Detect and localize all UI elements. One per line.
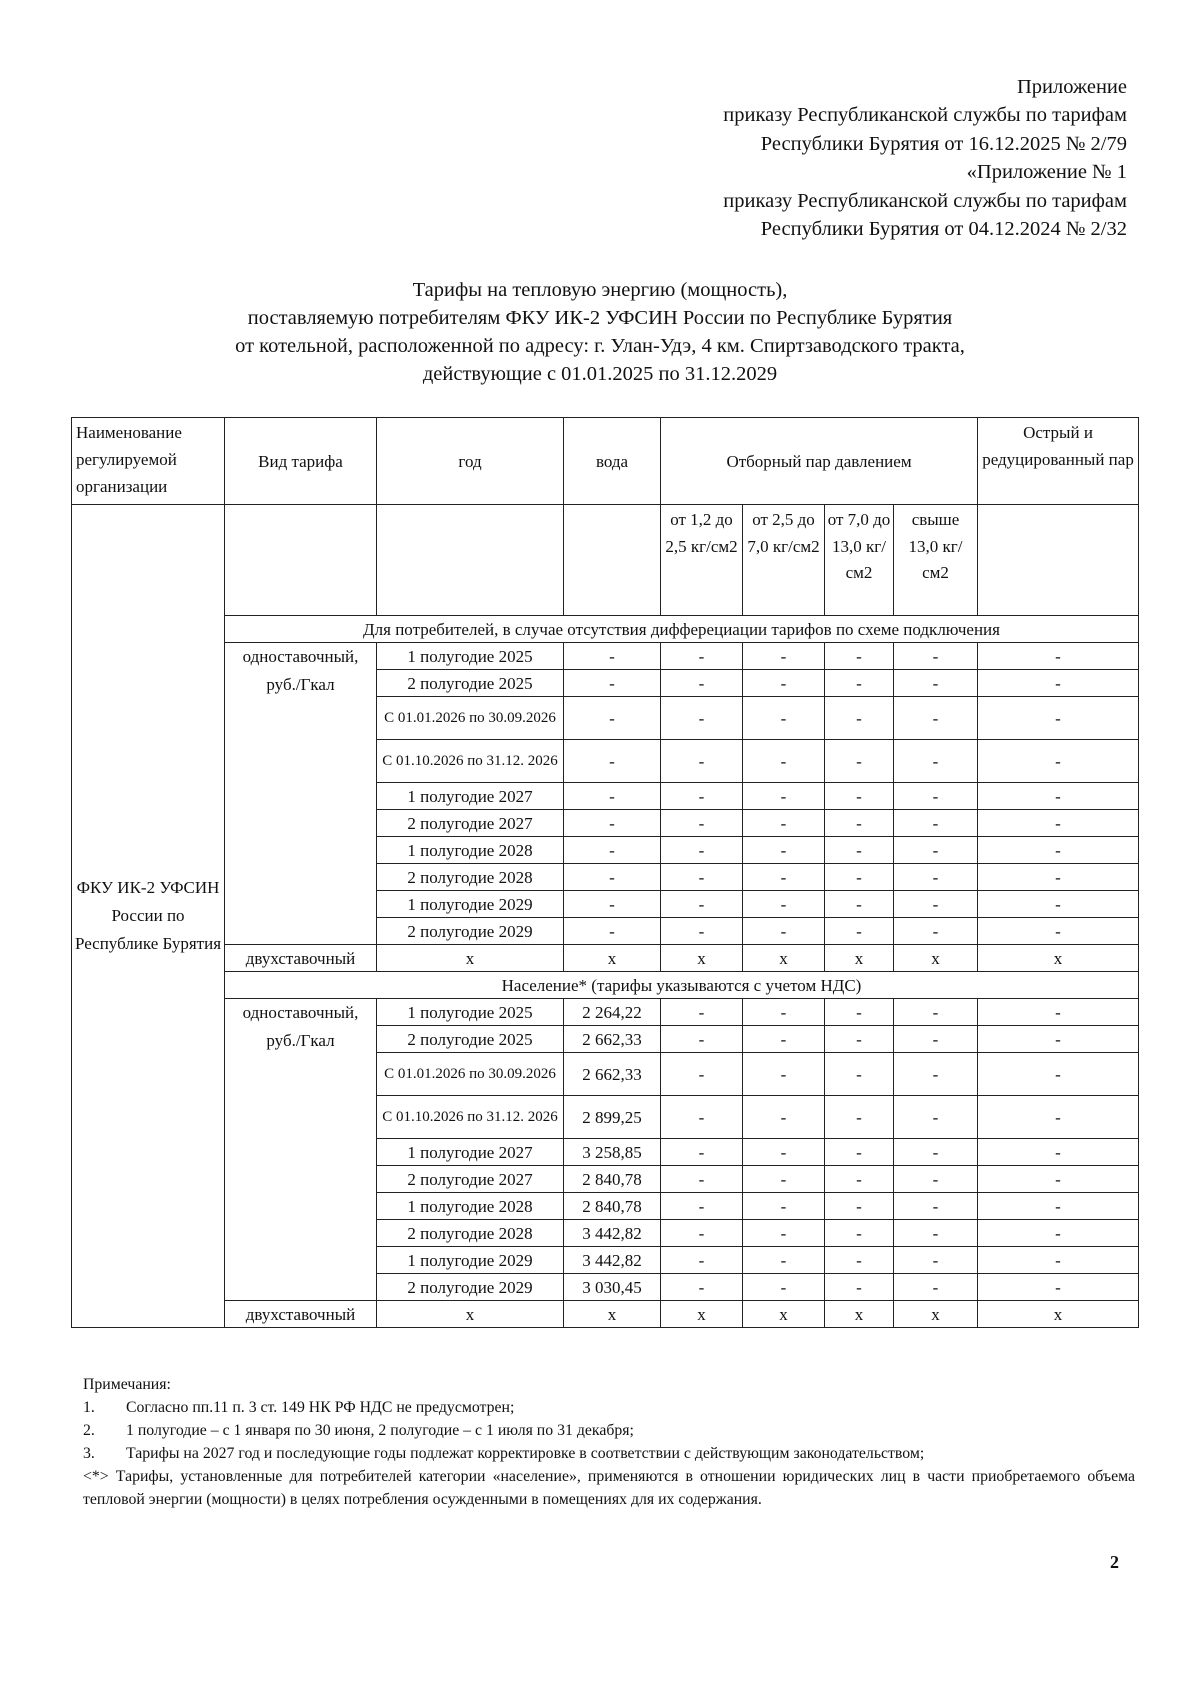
water-value: 2 840,78: [564, 1193, 661, 1220]
note-text: Согласно пп.11 п. 3 ст. 149 НК РФ НДС не предусмотрен;: [126, 1399, 515, 1416]
steam-value: -: [894, 783, 978, 810]
steam-value: -: [661, 837, 743, 864]
steam-value: -: [661, 1220, 743, 1247]
period-cell: 1 полугодие 2029: [377, 1247, 564, 1274]
steam-value: -: [661, 1193, 743, 1220]
steam-value: -: [825, 1139, 894, 1166]
two-rate-row: [72, 1301, 1139, 1328]
steam-value: -: [661, 1274, 743, 1301]
steam-value: -: [743, 1274, 825, 1301]
water-value: -: [564, 670, 661, 697]
steam-value: x: [825, 1301, 894, 1328]
steam-value: -: [894, 643, 978, 670]
steam-value: -: [894, 1096, 978, 1139]
note-item: [83, 1442, 1135, 1465]
header-sharp-steam: Острый и редуцированный пар: [978, 418, 1139, 505]
steam-value: -: [825, 740, 894, 783]
steam-value: -: [661, 1026, 743, 1053]
title-line: действующие с 01.01.2025 по 31.12.2029: [422, 363, 778, 385]
note-text: Тарифы на 2027 год и последующие годы подлежат корректировке в соответствии с действующим законодательством;: [126, 1445, 925, 1462]
appendix-header: [723, 73, 1127, 243]
sharp-steam-value: -: [978, 999, 1139, 1026]
steam-value: -: [894, 1026, 978, 1053]
water-value: -: [564, 783, 661, 810]
steam-value: -: [825, 1193, 894, 1220]
title-line: от котельной, расположенной по адресу: г. Улан-Удэ, 4 км. Спиртзаводского тракта,: [235, 335, 965, 357]
period-cell: 1 полугодие 2025: [377, 643, 564, 670]
note-item: [83, 1419, 1135, 1442]
period-cell: С 01.10.2026 по 31.12. 2026: [377, 740, 564, 783]
period-cell: С 01.01.2026 по 30.09.2026: [377, 1053, 564, 1096]
water-value: x: [564, 1301, 661, 1328]
tariff-type-one-rate: одноставочный, руб./Гкал: [225, 643, 377, 945]
section-title: Для потребителей, в случае отсутствия дифферециации тарифов по схеме подключения: [225, 616, 1139, 643]
sharp-steam-value: -: [978, 783, 1139, 810]
steam-value: -: [894, 864, 978, 891]
steam-subheader: от 7,0 до 13,0 кг/см2: [825, 505, 894, 616]
header-line: Республики Бурятия от 16.12.2025 № 2/79: [760, 132, 1127, 155]
section-title-row: [72, 972, 1139, 999]
steam-value: -: [743, 1166, 825, 1193]
steam-value: -: [743, 1096, 825, 1139]
steam-value: -: [894, 918, 978, 945]
water-value: x: [564, 945, 661, 972]
note-item: [83, 1396, 1135, 1419]
water-value: 3 258,85: [564, 1139, 661, 1166]
water-value: 3 442,82: [564, 1220, 661, 1247]
notes-heading: Примечания:: [83, 1376, 171, 1393]
steam-value: -: [661, 1247, 743, 1274]
note-text: 1 полугодие – с 1 января по 30 июня, 2 полугодие – с 1 июля по 31 декабря;: [126, 1422, 634, 1439]
section-title-row: [72, 616, 1139, 643]
header-water: вода: [564, 418, 661, 505]
water-value: 2 662,33: [564, 1026, 661, 1053]
period-cell: 2 полугодие 2029: [377, 1274, 564, 1301]
title-line: Тарифы на тепловую энергию (мощность),: [412, 279, 788, 301]
header-line: «Приложение № 1: [966, 161, 1127, 184]
steam-value: -: [743, 1139, 825, 1166]
sharp-steam-value: -: [978, 891, 1139, 918]
period-cell: 1 полугодие 2027: [377, 1139, 564, 1166]
steam-value: -: [894, 1220, 978, 1247]
water-value: 2 264,22: [564, 999, 661, 1026]
steam-value: -: [825, 783, 894, 810]
sharp-steam-value: -: [978, 1053, 1139, 1096]
sharp-steam-value: x: [978, 945, 1139, 972]
water-value: -: [564, 740, 661, 783]
water-value: 3 442,82: [564, 1247, 661, 1274]
steam-value: -: [825, 643, 894, 670]
sharp-steam-value: -: [978, 1247, 1139, 1274]
steam-value: -: [825, 837, 894, 864]
steam-value: -: [894, 891, 978, 918]
steam-value: -: [743, 918, 825, 945]
steam-value: -: [743, 670, 825, 697]
water-value: 3 030,45: [564, 1274, 661, 1301]
table-row: [72, 999, 1139, 1026]
steam-value: -: [661, 864, 743, 891]
steam-value: -: [661, 918, 743, 945]
steam-value: -: [825, 1247, 894, 1274]
steam-value: -: [661, 697, 743, 740]
water-value: -: [564, 891, 661, 918]
steam-value: -: [743, 697, 825, 740]
period-cell: 2 полугодие 2028: [377, 864, 564, 891]
steam-value: -: [743, 1247, 825, 1274]
steam-value: -: [743, 999, 825, 1026]
water-value: -: [564, 864, 661, 891]
sharp-steam-value: -: [978, 864, 1139, 891]
note-number: 1.: [83, 1399, 95, 1416]
header-selected-steam: Отборный пар давлением: [661, 418, 978, 505]
table-subheader-row: [72, 505, 1139, 616]
steam-value: -: [825, 1026, 894, 1053]
water-value: -: [564, 918, 661, 945]
steam-value: -: [825, 1096, 894, 1139]
header-line: Приложение: [1016, 76, 1127, 98]
water-value: -: [564, 837, 661, 864]
steam-value: x: [661, 945, 743, 972]
steam-value: -: [743, 1193, 825, 1220]
steam-value: -: [825, 697, 894, 740]
table-header-row: [72, 418, 1139, 505]
steam-value: x: [825, 945, 894, 972]
header-tariff-type: Вид тарифа: [225, 418, 377, 505]
steam-subheader: свыше 13,0 кг/см2: [894, 505, 978, 616]
steam-value: -: [743, 837, 825, 864]
steam-value: -: [661, 643, 743, 670]
sharp-steam-value: -: [978, 837, 1139, 864]
title-line: поставляемую потребителям ФКУ ИК-2 УФСИН России по Республике Бурятия: [247, 307, 953, 329]
water-value: -: [564, 643, 661, 670]
tariff-table: [71, 417, 1139, 1328]
steam-value: -: [894, 837, 978, 864]
steam-value: -: [743, 891, 825, 918]
period-cell: x: [377, 945, 564, 972]
sharp-steam-value: -: [978, 1274, 1139, 1301]
sharp-steam-value: -: [978, 740, 1139, 783]
steam-value: -: [743, 1026, 825, 1053]
tariff-type-two-rate: двухставочный: [225, 945, 377, 972]
header-year: год: [377, 418, 564, 505]
document-title: [0, 276, 1200, 388]
empty-cell: [377, 505, 564, 616]
period-cell: С 01.01.2026 по 30.09.2026: [377, 697, 564, 740]
table-row: [72, 643, 1139, 670]
steam-value: x: [894, 1301, 978, 1328]
steam-value: x: [894, 945, 978, 972]
steam-value: -: [894, 697, 978, 740]
steam-value: -: [825, 1166, 894, 1193]
steam-value: -: [661, 1053, 743, 1096]
sharp-steam-value: -: [978, 643, 1139, 670]
page-number: 2: [1110, 1552, 1119, 1572]
steam-subheader: от 1,2 до 2,5 кг/см2: [661, 505, 743, 616]
period-cell: 2 полугодие 2029: [377, 918, 564, 945]
steam-value: x: [743, 945, 825, 972]
steam-value: -: [743, 1220, 825, 1247]
steam-value: -: [894, 1166, 978, 1193]
period-cell: 2 полугодие 2025: [377, 1026, 564, 1053]
period-cell: С 01.10.2026 по 31.12. 2026: [377, 1096, 564, 1139]
steam-value: -: [743, 643, 825, 670]
steam-value: -: [825, 1274, 894, 1301]
water-value: 2 662,33: [564, 1053, 661, 1096]
notes: [83, 1373, 1135, 1511]
period-cell: 1 полугодие 2028: [377, 1193, 564, 1220]
steam-value: -: [661, 999, 743, 1026]
organization-name: ФКУ ИК-2 УФСИН России по Республике Бурятия: [72, 505, 225, 1328]
header-org: Наименование регулируемой организации: [72, 418, 225, 505]
steam-value: -: [661, 783, 743, 810]
sharp-steam-value: -: [978, 1096, 1139, 1139]
sharp-steam-value: -: [978, 1220, 1139, 1247]
period-cell: 1 полугодие 2025: [377, 999, 564, 1026]
empty-cell: [225, 505, 377, 616]
steam-value: -: [743, 740, 825, 783]
steam-value: -: [743, 783, 825, 810]
sharp-steam-value: -: [978, 1026, 1139, 1053]
steam-value: -: [894, 740, 978, 783]
steam-value: -: [894, 670, 978, 697]
steam-value: -: [825, 999, 894, 1026]
period-cell: 1 полугодие 2028: [377, 837, 564, 864]
steam-subheader: от 2,5 до 7,0 кг/см2: [743, 505, 825, 616]
header-line: приказу Республиканской службы по тарифам: [723, 104, 1127, 127]
steam-value: -: [743, 810, 825, 837]
steam-value: -: [894, 1247, 978, 1274]
empty-cell: [978, 505, 1139, 616]
tariff-type-two-rate: двухставочный: [225, 1301, 377, 1328]
steam-value: -: [894, 1274, 978, 1301]
water-value: -: [564, 697, 661, 740]
water-value: 2 840,78: [564, 1166, 661, 1193]
steam-value: -: [661, 810, 743, 837]
steam-value: -: [825, 918, 894, 945]
sharp-steam-value: -: [978, 1139, 1139, 1166]
period-cell: 1 полугодие 2029: [377, 891, 564, 918]
note-number: 3.: [83, 1445, 95, 1462]
steam-value: -: [825, 1053, 894, 1096]
steam-value: -: [743, 1053, 825, 1096]
period-cell: 2 полугодие 2028: [377, 1220, 564, 1247]
two-rate-row: [72, 945, 1139, 972]
steam-value: -: [825, 670, 894, 697]
steam-value: -: [894, 810, 978, 837]
period-cell: 1 полугодие 2027: [377, 783, 564, 810]
sharp-steam-value: -: [978, 1166, 1139, 1193]
steam-value: -: [825, 810, 894, 837]
sharp-steam-value: -: [978, 697, 1139, 740]
section-title: Население* (тарифы указываются с учетом НДС): [225, 972, 1139, 999]
sharp-steam-value: -: [978, 670, 1139, 697]
steam-value: -: [825, 891, 894, 918]
period-cell: 2 полугодие 2025: [377, 670, 564, 697]
sharp-steam-value: x: [978, 1301, 1139, 1328]
water-value: 2 899,25: [564, 1096, 661, 1139]
steam-value: -: [825, 1220, 894, 1247]
steam-value: x: [743, 1301, 825, 1328]
steam-value: -: [743, 864, 825, 891]
steam-value: -: [825, 864, 894, 891]
steam-value: -: [661, 1139, 743, 1166]
note-number: 2.: [83, 1422, 95, 1439]
sharp-steam-value: -: [978, 918, 1139, 945]
steam-value: -: [661, 740, 743, 783]
steam-value: -: [894, 999, 978, 1026]
header-line: Республики Бурятия от 04.12.2024 № 2/32: [760, 218, 1127, 241]
steam-value: x: [661, 1301, 743, 1328]
header-line: приказу Республиканской службы по тарифам: [723, 189, 1127, 212]
steam-value: -: [661, 670, 743, 697]
empty-cell: [564, 505, 661, 616]
period-cell: x: [377, 1301, 564, 1328]
note-footnote: <*> Тарифы, установленные для потребителей категории «население», применяются в отношении юридических лиц в части приобретаемого объема тепловой энергии (мощности) в целях потребления осужденными в помещениях для их содержания.: [83, 1468, 1135, 1508]
steam-value: -: [894, 1053, 978, 1096]
steam-value: -: [894, 1193, 978, 1220]
tariff-type-one-rate: одноставочный, руб./Гкал: [225, 999, 377, 1301]
steam-value: -: [661, 1166, 743, 1193]
sharp-steam-value: -: [978, 810, 1139, 837]
period-cell: 2 полугодие 2027: [377, 1166, 564, 1193]
water-value: -: [564, 810, 661, 837]
steam-value: -: [661, 1096, 743, 1139]
sharp-steam-value: -: [978, 1193, 1139, 1220]
steam-value: -: [894, 1139, 978, 1166]
period-cell: 2 полугодие 2027: [377, 810, 564, 837]
steam-value: -: [661, 891, 743, 918]
